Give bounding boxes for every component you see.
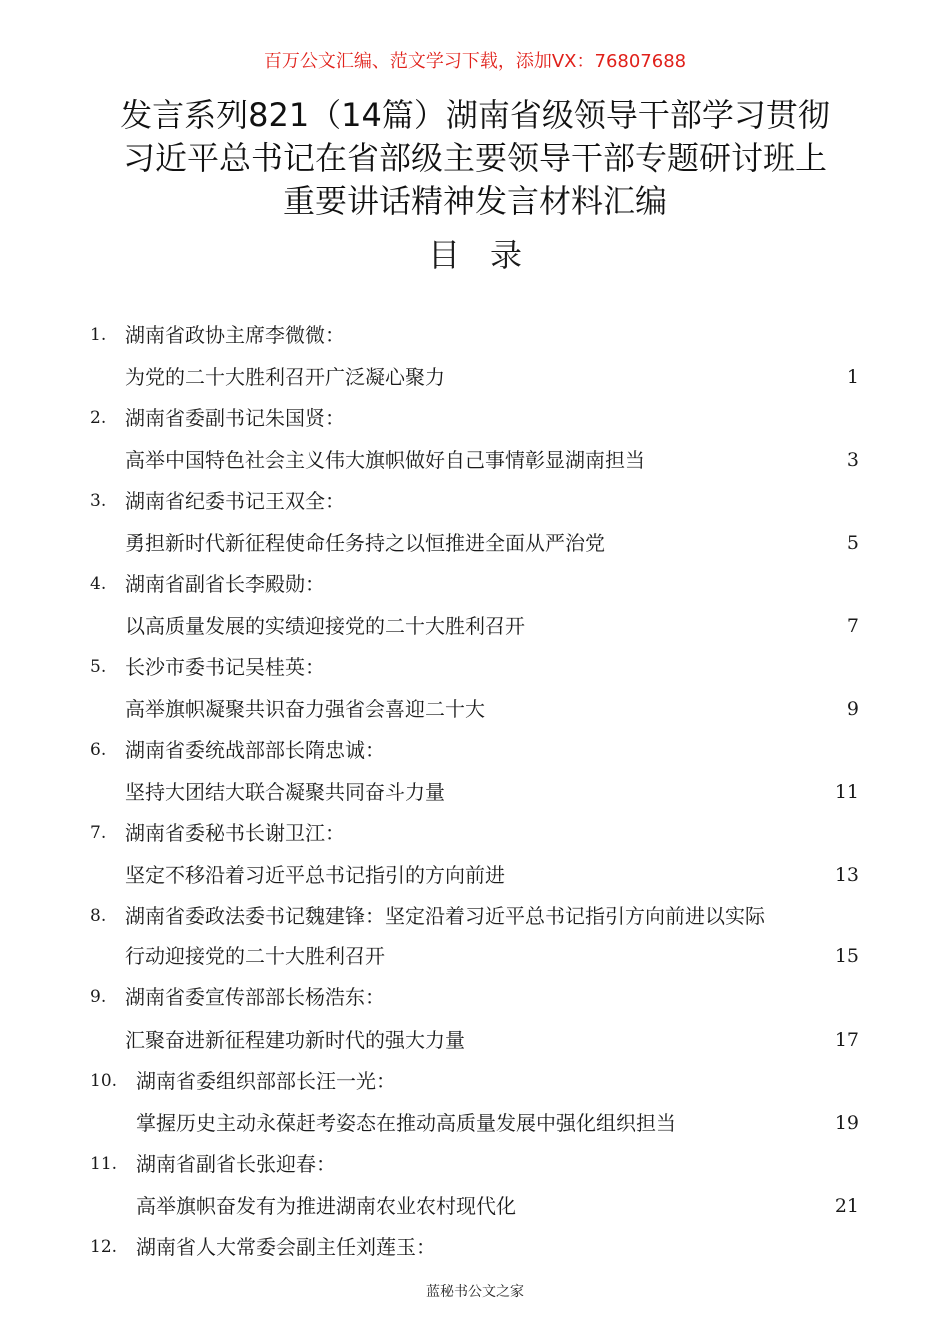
title-line-1: 发言系列821（14篇）湖南省级领导干部学习贯彻: [120, 96, 830, 134]
toc-page: 5: [846, 532, 859, 554]
toc-title: 高举旗帜奋发有为推进湖南农业农村现代化: [136, 1194, 516, 1218]
toc-author: 湖南省委宣传部部长杨浩东：: [125, 985, 385, 1009]
toc-entry-title[interactable]: [0, 860, 950, 890]
title-line-3: 重要讲话精神发言材料汇编: [282, 182, 667, 220]
document-title: [40, 94, 910, 223]
toc-entry-title[interactable]: [0, 1191, 950, 1221]
toc-entry-author[interactable]: [0, 652, 950, 682]
page-footer: 蓝秘书公文之家: [426, 1284, 524, 1300]
toc-number: 8.: [90, 906, 107, 926]
toc-title: 高举中国特色社会主义伟大旗帜做好自己事情彰显湖南担当: [125, 448, 645, 472]
toc-page: 7: [846, 615, 859, 637]
toc-title: 为党的二十大胜利召开广泛凝心聚力: [125, 365, 445, 389]
toc-number: 10.: [90, 1071, 118, 1091]
toc-title: 掌握历史主动永葆赶考姿态在推动高质量发展中强化组织担当: [136, 1111, 676, 1135]
toc-author: 湖南省副省长李殿勋：: [125, 572, 325, 596]
toc-page: 19: [834, 1112, 859, 1134]
toc-entry-author[interactable]: [0, 1149, 950, 1179]
toc-page: 9: [846, 698, 859, 720]
toc-entry-author[interactable]: [0, 1066, 950, 1096]
toc-page: 15: [834, 945, 859, 967]
toc-page: 3: [846, 449, 859, 471]
toc-author: 湖南省纪委书记王双全：: [125, 489, 345, 513]
toc-entry-author[interactable]: [0, 982, 950, 1012]
toc-page: 17: [834, 1029, 859, 1051]
toc-number: 11.: [90, 1154, 118, 1174]
toc-number: 2.: [90, 408, 107, 428]
toc-author: 湖南省委政法委书记魏建锋：坚定沿着习近平总书记指引方向前进以实际: [125, 904, 765, 928]
toc-entry-title[interactable]: [0, 445, 950, 475]
toc-author: 湖南省副省长张迎春：: [136, 1152, 336, 1176]
title-line-2: 习近平总书记在省部级主要领导干部专题研讨班上: [122, 139, 827, 177]
toc-page: 13: [834, 864, 859, 886]
toc-title: 以高质量发展的实绩迎接党的二十大胜利召开: [125, 614, 525, 638]
toc-number: 6.: [90, 740, 107, 760]
toc-entry-author[interactable]: [0, 818, 950, 848]
toc-title: 坚持大团结大联合凝聚共同奋斗力量: [125, 780, 445, 804]
toc-entry-title[interactable]: [0, 777, 950, 807]
toc-entry-author[interactable]: [0, 1232, 950, 1262]
toc-page: 21: [834, 1195, 859, 1217]
toc-author: 湖南省委秘书长谢卫江：: [125, 821, 345, 845]
toc-title: 汇聚奋进新征程建功新时代的强大力量: [125, 1028, 465, 1052]
toc-page: 1: [846, 366, 859, 388]
toc-number: 9.: [90, 987, 107, 1007]
watermark-banner: 百万公文汇编、范文学习下载，添加VX：76807688: [263, 51, 687, 72]
toc-author: 长沙市委书记吴桂英：: [125, 655, 325, 679]
toc-title: 行动迎接党的二十大胜利召开: [125, 944, 385, 968]
toc-title: 坚定不移沿着习近平总书记指引的方向前进: [125, 863, 505, 887]
toc-title: 高举旗帜凝聚共识奋力强省会喜迎二十大: [125, 697, 485, 721]
toc-number: 7.: [90, 823, 107, 843]
toc-number: 1.: [90, 325, 107, 345]
toc-heading: 目录: [427, 236, 552, 274]
toc-number: 5.: [90, 657, 107, 677]
toc-author: 湖南省委副书记朱国贤：: [125, 406, 345, 430]
toc-author: 湖南省政协主席李微微：: [125, 323, 345, 347]
toc-entry-author[interactable]: [0, 403, 950, 433]
toc-number: 3.: [90, 491, 107, 511]
toc-entry-author[interactable]: [0, 735, 950, 765]
toc-entry-title[interactable]: [0, 694, 950, 724]
toc-entry-title[interactable]: [0, 611, 950, 641]
toc-page: 11: [834, 781, 859, 803]
toc-entry-author[interactable]: [0, 569, 950, 599]
toc-entry-author[interactable]: [0, 901, 950, 931]
toc-entry-title[interactable]: [0, 941, 950, 971]
toc-entry-title[interactable]: [0, 1108, 950, 1138]
toc-author: 湖南省人大常委会副主任刘莲玉：: [136, 1235, 436, 1259]
toc-entry-author[interactable]: [0, 320, 950, 350]
toc-title: 勇担新时代新征程使命任务持之以恒推进全面从严治党: [125, 531, 605, 555]
toc-entry-title[interactable]: [0, 362, 950, 392]
toc-number: 12.: [90, 1237, 118, 1257]
toc-entry-title[interactable]: [0, 528, 950, 558]
toc-author: 湖南省委组织部部长汪一光：: [136, 1069, 396, 1093]
toc-entry-author[interactable]: [0, 486, 950, 516]
toc-author: 湖南省委统战部部长隋忠诚：: [125, 738, 385, 762]
toc-number: 4.: [90, 574, 107, 594]
toc-entry-title[interactable]: [0, 1025, 950, 1055]
